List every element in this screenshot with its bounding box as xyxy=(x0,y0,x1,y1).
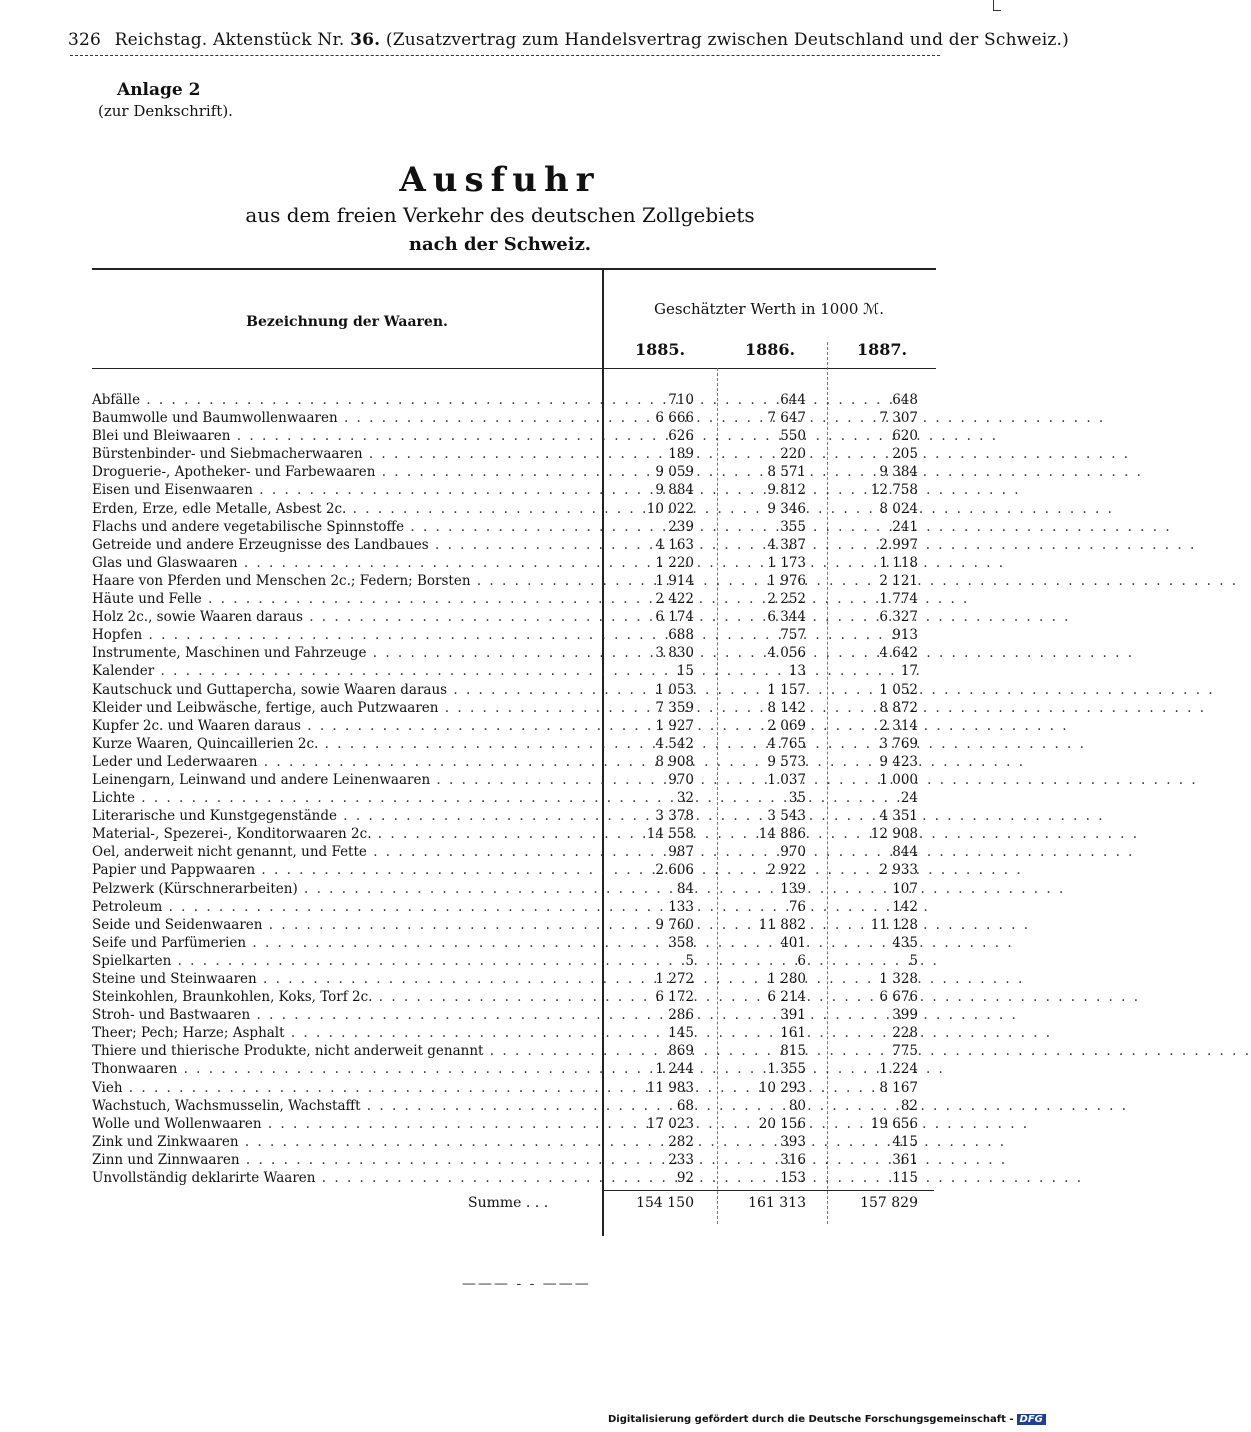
table-row xyxy=(92,536,932,554)
value-cell: 1 355 xyxy=(767,1061,806,1078)
value-cell: 153 xyxy=(780,1170,806,1187)
value-cell: 4 351 xyxy=(879,808,918,825)
page-number: 326 xyxy=(68,30,102,50)
table-row xyxy=(92,391,932,409)
goods-label: Oel, anderweit nicht genannt, und Fette . . . xyxy=(92,843,588,861)
value-cell: 2 933 xyxy=(879,862,918,879)
value-cell: 17 xyxy=(900,663,918,680)
goods-label: Haare von Pferden und Menschen 2c.; Federn; Borsten . . . xyxy=(92,572,588,590)
table-header-rule xyxy=(92,368,936,369)
value-cell: 987 xyxy=(668,844,694,861)
value-cell: 4 642 xyxy=(879,645,918,662)
goods-label: Lichte . . . xyxy=(92,789,588,807)
goods-label: Unvollständig deklarirte Waaren . . . xyxy=(92,1169,588,1187)
table-body xyxy=(92,391,932,1187)
value-cell: 35 xyxy=(788,790,806,807)
value-cell: 1 224 xyxy=(879,1061,918,1078)
end-ornament: ——— - - ——— xyxy=(462,1276,591,1292)
annex-title: Anlage 2 xyxy=(117,80,201,100)
table-row xyxy=(92,753,932,771)
value-cell: 4 765 xyxy=(767,735,806,752)
value-cell: 84 xyxy=(676,880,694,897)
value-cell: 7 359 xyxy=(655,699,694,716)
value-cell: 142 xyxy=(892,898,918,915)
value-cell: 1 328 xyxy=(879,971,918,987)
value-cell: 6 344 xyxy=(767,609,806,626)
value-cell: 415 xyxy=(892,1133,918,1150)
goods-label: Pelzwerk (Kürschnerarbeiten) . . . xyxy=(92,880,588,898)
table-row xyxy=(92,1079,932,1097)
goods-label: Thonwaaren . . . xyxy=(92,1060,588,1078)
goods-label: Spielkarten . . . xyxy=(92,952,588,970)
value-cell: 8 142 xyxy=(767,699,806,716)
value-cell: 1 272 xyxy=(655,971,694,987)
table-row xyxy=(92,1115,932,1133)
table-row xyxy=(92,572,932,590)
goods-label: Baumwolle und Baumwollenwaaren . . . xyxy=(92,409,588,427)
value-cell: 2 121 xyxy=(879,572,918,589)
goods-label: Papier und Pappwaaren . . . xyxy=(92,861,588,879)
value-cell: 913 xyxy=(892,627,918,644)
value-cell: 361 xyxy=(892,1151,918,1168)
goods-label: Steinkohlen, Braunkohlen, Koks, Torf 2c. . . . xyxy=(92,988,588,1006)
sum-rule xyxy=(604,1190,934,1191)
value-cell: 9 573 xyxy=(767,753,806,770)
value-cell: 286 xyxy=(668,1007,694,1024)
goods-label: Thiere und thierische Produkte, nicht anderweit genannt . . . xyxy=(92,1042,588,1060)
value-cell: 970 xyxy=(668,771,694,788)
value-cell: 710 xyxy=(668,392,694,408)
goods-label: Leder und Lederwaaren . . . xyxy=(92,753,588,771)
value-cell: 5 xyxy=(685,952,694,969)
value-cell: 4 056 xyxy=(767,645,806,662)
table-row xyxy=(92,1060,932,1078)
value-cell: 1 774 xyxy=(879,591,918,608)
value-cell: 401 xyxy=(780,934,806,951)
table-row xyxy=(92,644,932,662)
value-cell: 239 xyxy=(668,518,694,535)
value-cell: 9 346 xyxy=(767,500,806,517)
value-cell: 10 293 xyxy=(758,1079,806,1096)
table-row xyxy=(92,861,932,879)
table-row xyxy=(92,934,932,952)
value-cell: 12 758 xyxy=(870,482,918,499)
goods-label: Leinengarn, Leinwand und andere Leinenwaaren . . . xyxy=(92,771,588,789)
table-row xyxy=(92,409,932,427)
table-row xyxy=(92,1133,932,1151)
sum-label: Summe . . xyxy=(468,1193,568,1213)
value-cell: 12 908 xyxy=(870,826,918,843)
goods-label: Kurze Waaren, Quincaillerien 2c. . . . xyxy=(92,735,588,753)
value-cell: 115 xyxy=(892,1170,918,1187)
value-cell: 2 069 xyxy=(767,717,806,734)
value-cell: 757 xyxy=(780,627,806,644)
table-row xyxy=(92,807,932,825)
dfg-logo: DFG xyxy=(1017,1414,1046,1425)
table-row xyxy=(92,970,932,988)
table-row xyxy=(92,735,932,753)
goods-label: Häute und Felle . . . xyxy=(92,590,588,608)
value-cell: 10 022 xyxy=(646,500,694,517)
goods-label: Kautschuck und Guttapercha, sowie Waaren daraus . . . xyxy=(92,681,588,699)
goods-label: Flachs und andere vegetabilische Spinnstoffe . . . xyxy=(92,518,588,536)
value-cell: 2 606 xyxy=(655,862,694,879)
annex-subtitle: (zur Denkschrift). xyxy=(98,102,233,120)
running-header xyxy=(68,30,1069,50)
goods-label: Seide und Seidenwaaren . . . xyxy=(92,916,588,934)
value-cell: 9 059 xyxy=(655,464,694,481)
goods-label: Zink und Zinkwaaren . . . xyxy=(92,1133,588,1151)
document-subtitle-destination: nach der Schweiz. xyxy=(408,234,592,255)
table-row xyxy=(92,898,932,916)
table-sum-row xyxy=(92,1193,932,1213)
value-cell: 6 172 xyxy=(655,989,694,1006)
value-cell: 399 xyxy=(892,1007,918,1024)
value-cell: 316 xyxy=(780,1151,806,1168)
value-cell: 393 xyxy=(780,1133,806,1150)
value-cell: 1 976 xyxy=(767,572,806,589)
value-cell: 355 xyxy=(780,518,806,535)
table-row xyxy=(92,608,932,626)
value-cell: 9 423 xyxy=(879,753,918,770)
table-row xyxy=(92,916,932,934)
value-cell: 1 037 xyxy=(767,771,806,788)
goods-label: Erden, Erze, edle Metalle, Asbest 2c. . . . xyxy=(92,500,588,518)
value-cell: 282 xyxy=(668,1133,694,1150)
table-row xyxy=(92,518,932,536)
value-cell: 8 571 xyxy=(767,464,806,481)
table-row xyxy=(92,1097,932,1115)
goods-label: Kupfer 2c. und Waaren daraus . . . xyxy=(92,717,588,735)
value-cell: 4 163 xyxy=(655,536,694,553)
goods-label: Zinn und Zinnwaaren . . . xyxy=(92,1151,588,1169)
goods-label: Wolle und Wollenwaaren . . . xyxy=(92,1115,588,1133)
value-cell: 8 872 xyxy=(879,699,918,716)
value-cell: 3 830 xyxy=(655,645,694,662)
value-cell: 1 118 xyxy=(879,554,918,571)
table-row xyxy=(92,1151,932,1169)
value-cell: 1 173 xyxy=(767,554,806,571)
table-row xyxy=(92,1006,932,1024)
value-cell: 2 314 xyxy=(879,717,918,734)
table-row xyxy=(92,699,932,717)
table-row xyxy=(92,843,932,861)
running-title-subject: (Zusatzvertrag zum Handelsvertrag zwischen Deutschland und der Schweiz.) xyxy=(385,30,1069,50)
table-row xyxy=(92,1169,932,1187)
header-rule xyxy=(70,55,940,56)
value-cell: 626 xyxy=(668,428,694,445)
value-cell: 391 xyxy=(780,1007,806,1024)
value-cell: 2 252 xyxy=(767,591,806,608)
goods-label: Literarische und Kunstgegenstände . . . xyxy=(92,807,588,825)
table-row xyxy=(92,626,932,644)
value-cell: 139 xyxy=(780,880,806,897)
table-row xyxy=(92,554,932,572)
table-row xyxy=(92,952,932,970)
goods-label: Stroh- und Bastwaaren . . . xyxy=(92,1006,588,1024)
value-cell: 20 156 xyxy=(758,1115,806,1132)
goods-label: Instrumente, Maschinen und Fahrzeuge . . . xyxy=(92,644,588,662)
value-cell: 9 812 xyxy=(767,482,806,499)
value-cell: 76 xyxy=(788,898,806,915)
running-title: Reichstag. Aktenstück Nr. xyxy=(114,30,345,50)
goods-label: Wachstuch, Wachsmusselin, Wachstafft . . . xyxy=(92,1097,588,1115)
goods-label: Bürstenbinder- und Siebmacherwaaren . . . xyxy=(92,445,588,463)
value-cell: 9 760 xyxy=(655,916,694,933)
value-cell: 19 656 xyxy=(870,1115,918,1132)
value-cell: 107 xyxy=(892,880,918,897)
value-cell: 1 220 xyxy=(655,554,694,571)
value-cell: 1 052 xyxy=(879,681,918,698)
value-cell: 844 xyxy=(892,844,918,861)
value-cell: 5 xyxy=(909,952,918,969)
column-header-year: 1885. xyxy=(634,340,686,359)
value-cell: 358 xyxy=(668,934,694,951)
table-row xyxy=(92,717,932,735)
value-cell: 688 xyxy=(668,627,694,644)
goods-label: Theer; Pech; Harze; Asphalt . . . xyxy=(92,1024,588,1042)
value-cell: 6 xyxy=(797,952,806,969)
goods-label: Kleider und Leibwäsche, fertige, auch Putzwaaren . . . xyxy=(92,699,588,717)
value-cell: 3 378 xyxy=(655,808,694,825)
column-header-goods: Bezeichnung der Waaren. xyxy=(246,314,448,330)
value-cell: 1 914 xyxy=(655,572,694,589)
value-cell: 1 244 xyxy=(655,1061,694,1078)
value-cell: 68 xyxy=(676,1097,694,1114)
value-cell: 9 384 xyxy=(879,464,918,481)
goods-label: Seife und Parfümerien . . . xyxy=(92,934,588,952)
value-cell: 11 983 xyxy=(646,1079,694,1096)
table-row xyxy=(92,988,932,1006)
value-cell: 3 543 xyxy=(767,808,806,825)
value-cell: 869 xyxy=(668,1043,694,1060)
goods-label: Vieh . . . xyxy=(92,1079,588,1097)
value-cell: 644 xyxy=(780,392,806,408)
table-row xyxy=(92,427,932,445)
goods-label: Glas und Glaswaaren . . . xyxy=(92,554,588,572)
value-cell: 145 xyxy=(668,1025,694,1042)
value-cell: 4 542 xyxy=(655,735,694,752)
footer-text: Digitalisierung gefördert durch die Deutsche Forschungsgemeinschaft - xyxy=(608,1414,1014,1425)
value-cell: 6 327 xyxy=(879,609,918,626)
value-cell: 241 xyxy=(892,518,918,535)
value-cell: 161 xyxy=(780,1025,806,1042)
value-cell: 1 053 xyxy=(655,681,694,698)
value-cell: 775 xyxy=(892,1043,918,1060)
table-row xyxy=(92,662,932,680)
table-row xyxy=(92,880,932,898)
value-cell: 189 xyxy=(668,446,694,463)
value-cell: 8 024 xyxy=(879,500,918,517)
goods-label: Steine und Steinwaaren . . . xyxy=(92,970,588,988)
table-top-rule xyxy=(92,268,936,270)
value-cell: 233 xyxy=(668,1151,694,1168)
value-cell: 648 xyxy=(892,392,918,408)
table-row xyxy=(92,1024,932,1042)
document-number: 36. xyxy=(350,30,381,50)
goods-label: Petroleum . . . xyxy=(92,898,588,916)
goods-label: Kalender . . . xyxy=(92,662,588,680)
value-cell: 11 128 xyxy=(870,916,918,933)
value-cell: 8 908 xyxy=(655,753,694,770)
value-cell: 6 174 xyxy=(655,609,694,626)
value-cell: 815 xyxy=(780,1043,806,1060)
table-row xyxy=(92,445,932,463)
value-cell: 1 157 xyxy=(767,681,806,698)
goods-label: Blei und Bleiwaaren . . . xyxy=(92,427,588,445)
column-header-year: 1887. xyxy=(856,340,908,359)
table-row xyxy=(92,500,932,518)
value-cell: 133 xyxy=(668,898,694,915)
value-cell: 9 884 xyxy=(655,482,694,499)
value-cell: 4 387 xyxy=(767,536,806,553)
value-cell: 620 xyxy=(892,428,918,445)
value-cell: 8 167 xyxy=(879,1079,918,1096)
sum-value: 157 829 xyxy=(860,1195,918,1211)
value-cell: 970 xyxy=(780,844,806,861)
goods-label: Hopfen . . . xyxy=(92,626,588,644)
value-cell: 32 xyxy=(676,790,694,807)
footer-credit xyxy=(608,1414,1046,1425)
table-row xyxy=(92,789,932,807)
value-cell: 6 676 xyxy=(879,989,918,1006)
page-edge-mark xyxy=(993,0,1001,11)
value-cell: 80 xyxy=(788,1097,806,1114)
document-subtitle: aus dem freien Verkehr des deutschen Zollgebiets xyxy=(245,203,755,227)
table-row xyxy=(92,590,932,608)
table-row xyxy=(92,1042,932,1060)
value-cell: 14 886 xyxy=(758,826,806,843)
value-cell: 205 xyxy=(892,446,918,463)
value-cell: 82 xyxy=(900,1097,918,1114)
value-cell: 2 922 xyxy=(767,862,806,879)
document-title: Ausfuhr xyxy=(399,160,601,200)
goods-label: Material-, Spezerei-, Konditorwaaren 2c. . . . xyxy=(92,825,588,843)
value-cell: 15 xyxy=(676,663,694,680)
value-cell: 7 647 xyxy=(767,410,806,427)
column-header-year: 1886. xyxy=(744,340,796,359)
column-header-value: Geschätzter Werth in 1000 ℳ. xyxy=(653,300,884,318)
table-row xyxy=(92,481,932,499)
value-cell: 6 666 xyxy=(655,410,694,427)
value-cell: 2 997 xyxy=(879,536,918,553)
value-cell: 2 422 xyxy=(655,591,694,608)
sum-value: 154 150 xyxy=(636,1195,694,1211)
value-cell: 6 214 xyxy=(767,989,806,1006)
value-cell: 228 xyxy=(892,1025,918,1042)
value-cell: 435 xyxy=(892,934,918,951)
table-row xyxy=(92,681,932,699)
goods-label: Abfälle . . . xyxy=(92,391,588,409)
value-cell: 1 927 xyxy=(655,717,694,734)
goods-label: Droguerie-, Apotheker- und Farbewaaren . . . xyxy=(92,463,588,481)
value-cell: 1 000 xyxy=(879,771,918,788)
goods-label: Holz 2c., sowie Waaren daraus . . . xyxy=(92,608,588,626)
value-cell: 7 307 xyxy=(879,410,918,427)
value-cell: 1 280 xyxy=(767,971,806,987)
value-cell: 550 xyxy=(780,428,806,445)
value-cell: 3 769 xyxy=(879,735,918,752)
value-cell: 24 xyxy=(900,790,918,807)
value-cell: 17 023 xyxy=(646,1115,694,1132)
table-row xyxy=(92,825,932,843)
value-cell: 14 558 xyxy=(646,826,694,843)
goods-label: Getreide und andere Erzeugnisse des Landbaues . . . xyxy=(92,536,588,554)
value-cell: 92 xyxy=(676,1170,694,1187)
value-cell: 13 xyxy=(788,663,806,680)
value-cell: 11 882 xyxy=(758,916,806,933)
value-cell: 220 xyxy=(780,446,806,463)
goods-label: Eisen und Eisenwaaren . . . xyxy=(92,481,588,499)
table-row xyxy=(92,463,932,481)
table-row xyxy=(92,771,932,789)
sum-value: 161 313 xyxy=(748,1195,806,1211)
